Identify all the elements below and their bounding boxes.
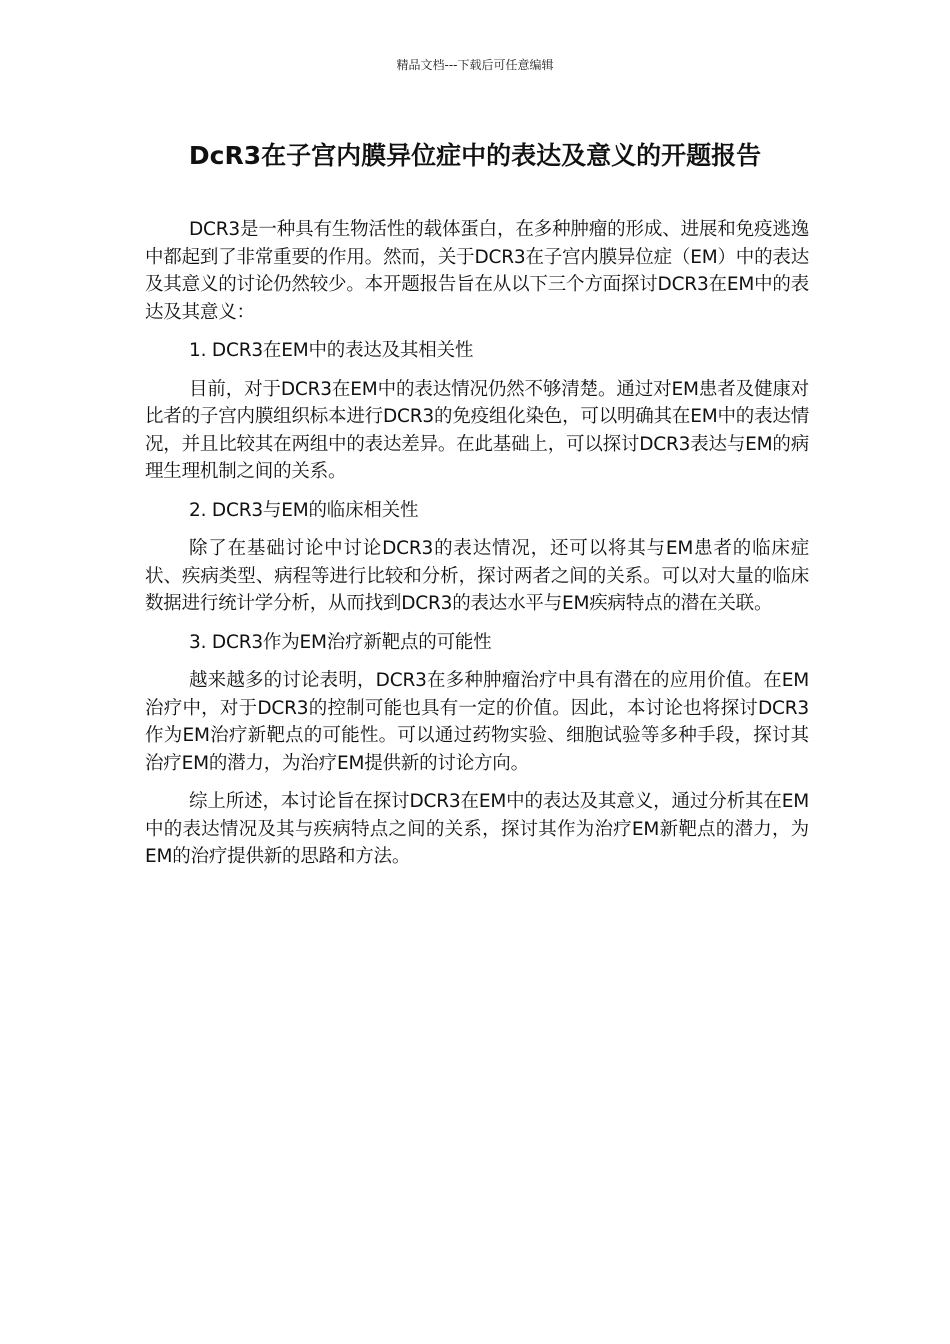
section-heading-1: 1. DCR3在EM中的表达及其相关性 xyxy=(189,340,474,361)
intro-paragraph: DCR3是一种具有生物活性的载体蛋白，在多种肿瘤的形成、进展和免疫逃逸中都起到了非常重要的作用。然而，关于DCR3在子宫内膜异位症（EM）中的表达及其意义的讨论仍然较少。本开题报告旨在从以下三个方面探讨DCR3在EM中的表达及其意义： xyxy=(145,219,809,323)
section-heading-2: 2. DCR3与EM的临床相关性 xyxy=(189,499,419,521)
summary-paragraph: 综上所述，本讨论旨在探讨DCR3在EM中的表达及其意义，通过分析其在EM中的表达情况及其与疾病特点之间的关系，探讨其作为治疗EM新靶点的潜力，为EM的治疗提供新的思路和方法。 xyxy=(145,791,809,867)
document-title: DcR3在子宫内膜异位症中的表达及意义的开题报告 xyxy=(188,141,762,170)
section-3-paragraph: 越来越多的讨论表明，DCR3在多种肿瘤治疗中具有潜在的应用价值。在EM治疗中，对于DCR3的控制可能也具有一定的价值。因此，本讨论也将探讨DCR3作为EM治疗新靶点的可能性。可以通过药物实验、细胞试验等多种手段，探讨其治疗EM的潜力，为治疗EM提供新的讨论方向。 xyxy=(145,670,809,774)
document-body xyxy=(145,216,809,882)
section-2-paragraph: 除了在基础讨论中讨论DCR3的表达情况，还可以将其与EM患者的临床症状、疾病类型、病程等进行比较和分析，探讨两者之间的关系。可以对大量的临床数据进行统计学分析，从而找到DCR3的表达水平与EM疾病特点的潜在关联。 xyxy=(145,538,809,614)
section-1-paragraph: 目前，对于DCR3在EM中的表达情况仍然不够清楚。通过对EM患者及健康对比者的子宫内膜组织标本进行DCR3的免疫组化染色，可以明确其在EM中的表达情况，并且比较其在两组中的表达差异。在此基础上，可以探讨DCR3表达与EM的病理生理机制之间的关系。 xyxy=(145,378,809,482)
section-heading-3: 3. DCR3作为EM治疗新靶点的可能性 xyxy=(189,631,492,653)
page-header-note: 精品文档---下载后可任意编辑 xyxy=(396,58,554,72)
